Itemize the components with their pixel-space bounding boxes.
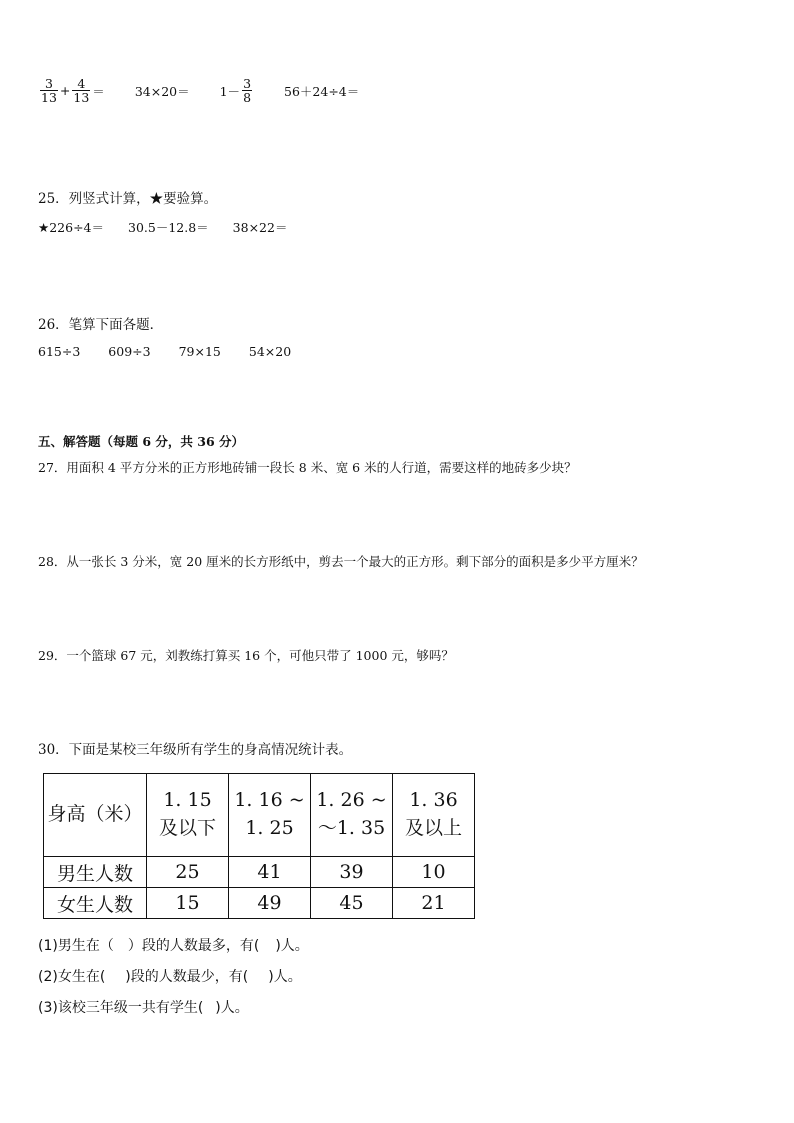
table-cell: 21 xyxy=(393,888,475,919)
row-label: 男生人数 xyxy=(44,857,147,888)
header-cell: 1. 36 及以上 xyxy=(393,774,475,857)
table-cell: 25 xyxy=(147,857,229,888)
plus-sign: + xyxy=(59,83,71,99)
q26-item: 615÷3 xyxy=(38,344,81,359)
header-cell: 1. 15 及以下 xyxy=(147,774,229,857)
header-cell: 1. 16 ~ 1. 25 xyxy=(229,774,311,857)
row-label: 女生人数 xyxy=(44,888,147,919)
question-29: 29．一个篮球 67 元，刘教练打算买 16 个，可他只带了 1000 元，够吗？ xyxy=(38,648,454,663)
q26-item: 609÷3 xyxy=(108,344,151,359)
q25-title: 25．列竖式计算，★要验算。 xyxy=(38,191,218,207)
q25-item: ★226÷4＝ xyxy=(38,220,104,235)
table-cell: 45 xyxy=(311,888,393,919)
q26-item: 54×20 xyxy=(248,344,292,359)
sub-question-1: (1)男生在（ ）段的人数最多，有( )人。 xyxy=(38,938,309,954)
table-cell: 41 xyxy=(229,857,311,888)
table-cell: 39 xyxy=(311,857,393,888)
q26-item: 79×15 xyxy=(178,344,221,359)
table-row xyxy=(44,857,475,888)
table-cell: 10 xyxy=(393,857,475,888)
expr-34x20: 34×20＝ xyxy=(134,83,190,99)
fraction-3-8: $\frac{3}{8}$ xyxy=(243,76,252,106)
q26-items xyxy=(38,344,291,359)
fraction-3-13: $\frac{3}{13}$ xyxy=(41,76,57,106)
table-row xyxy=(44,888,475,919)
table-cell: 49 xyxy=(229,888,311,919)
expr-56-24-4: 56＋24÷4＝ xyxy=(284,83,360,99)
header-cell: 1. 26 ~ ～1. 35 xyxy=(311,774,393,857)
sub-question-3: (3)该校三年级一共有学生( )人。 xyxy=(38,1000,249,1016)
sub-question-2: (2)女生在( )段的人数最少，有( )人。 xyxy=(38,969,302,985)
equals-sign: ＝ xyxy=(92,83,105,99)
q25-item: 30.5－12.8＝ xyxy=(128,220,209,235)
fraction-4-13: $\frac{4}{13}$ xyxy=(73,76,90,106)
question-30-title: 30．下面是某校三年级所有学生的身高情况统计表。 xyxy=(38,742,353,758)
q25-item: 38×22＝ xyxy=(232,220,288,235)
header-label-cell: 身高（米） xyxy=(44,774,147,857)
table-cell: 15 xyxy=(147,888,229,919)
question-28: 28．从一张长 3 分米，宽 20 厘米的长方形纸中，剪去一个最大的正方形。剩下部分的面积是多少平方厘米？ xyxy=(38,554,644,569)
expr-1-minus: 1－ xyxy=(219,83,241,99)
q26-title: 26．笔算下面各题． xyxy=(38,317,164,333)
question-27: 27．用面积 4 平方分米的正方形地砖铺一段长 8 米、宽 6 米的人行道，需要这样的地砖多少块？ xyxy=(38,460,577,475)
section-title: 五、解答题（每题 6 分，共 36 分） xyxy=(38,434,245,449)
height-stats-table xyxy=(43,773,475,919)
q24-row xyxy=(38,77,359,104)
q25-items xyxy=(38,218,287,236)
